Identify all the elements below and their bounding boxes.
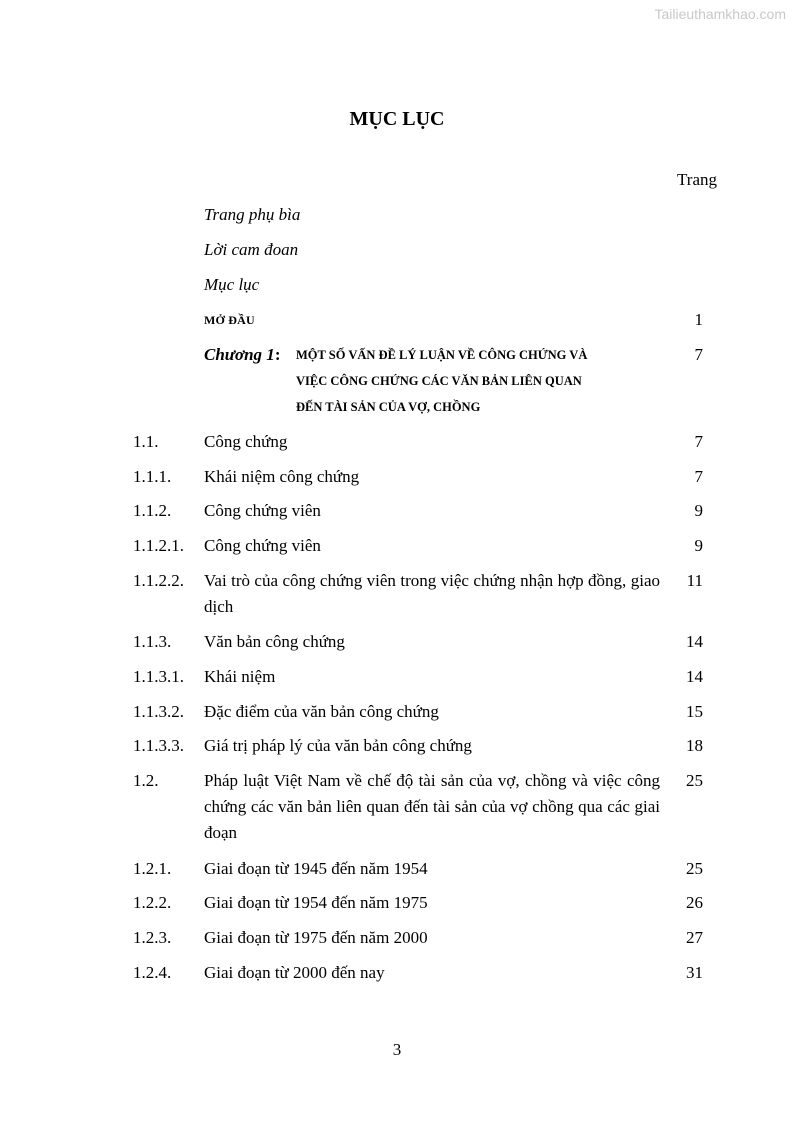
toc-entry-text: Giai đoạn từ 1975 đến năm 2000: [204, 928, 428, 947]
toc-entry-text: Vai trò của công chứng viên trong việc chứng nhận hợp đồng, giao dịch: [204, 571, 660, 616]
chapter-title-line: VIỆC CÔNG CHỨNG CÁC VĂN BẢN LIÊN QUAN: [296, 374, 582, 388]
chapter-title-line: ĐẾN TÀI SẢN CỦA VỢ, CHỒNG: [296, 400, 481, 414]
toc-section-number: 1.1.3.3.: [133, 736, 184, 755]
page-column-header: Trang: [677, 170, 717, 189]
toc-page-number: 1: [694, 310, 703, 329]
toc-section-number: 1.1.1.: [133, 467, 172, 486]
toc-page-number: 15: [686, 702, 703, 721]
toc-entry-text: Khái niệm: [204, 667, 276, 686]
watermark: Tailieuthamkhao.com: [654, 6, 786, 22]
toc-entry-text: Giai đoạn từ 1954 đến năm 1975: [204, 893, 428, 912]
chapter-label: Chương 1: [204, 345, 275, 364]
toc-page-number: 7: [694, 432, 703, 451]
toc-section-number: 1.2.4.: [133, 963, 172, 982]
toc-section-number: 1.2.2.: [133, 893, 172, 912]
chapter-label-wrap: [204, 342, 280, 368]
page-title: MỤC LỤC: [349, 108, 445, 130]
toc-section-number: 1.1.3.: [133, 632, 172, 651]
toc-section-number: 1.2.: [133, 771, 159, 790]
toc-entry-text: Văn bản công chứng: [204, 632, 345, 651]
toc-page-number: 7: [694, 345, 703, 364]
toc-entry-text: Đặc điểm của văn bản công chứng: [204, 702, 439, 721]
toc-section-number: 1.1.: [133, 432, 159, 451]
toc-section-number: 1.1.2.1.: [133, 536, 184, 555]
toc-section-number: 1.1.3.2.: [133, 702, 184, 721]
footer-page-number: 3: [392, 1040, 402, 1059]
toc-entry-text: MỞ ĐẦU: [204, 313, 255, 327]
toc-page-number: 25: [686, 771, 703, 790]
toc-entry-text: Công chứng viên: [204, 501, 321, 520]
toc-page-number: 26: [686, 893, 703, 912]
toc-section-number: 1.1.2.: [133, 501, 172, 520]
toc-entry-text: Giai đoạn từ 2000 đến nay: [204, 963, 385, 982]
toc-page-number: 9: [694, 501, 703, 520]
toc-entry-text: Giá trị pháp lý của văn bản công chứng: [204, 736, 472, 755]
toc-page-number: 7: [694, 467, 703, 486]
toc-section-number: 1.1.2.2.: [133, 571, 184, 590]
toc-section-number: 1.1.3.1.: [133, 667, 184, 686]
toc-page-number: 14: [686, 632, 703, 651]
toc-entry-text: Pháp luật Việt Nam về chế độ tài sản của vợ, chồng và việc công chứng các văn bản liên quan đến tài sản của vợ chồng qua các giai đoạn: [204, 771, 660, 842]
toc-entry-text: Khái niệm công chứng: [204, 467, 360, 486]
toc-page-number: 31: [686, 963, 703, 982]
toc-entry-text: Công chứng viên: [204, 536, 321, 555]
toc-page-number: 27: [686, 928, 703, 947]
toc-entry-text: Công chứng: [204, 432, 288, 451]
toc-page-number: 25: [686, 859, 703, 878]
toc-page-number: 18: [686, 736, 703, 755]
toc-entry-text: Mục lục: [204, 275, 260, 294]
toc-entry-text: Giai đoạn từ 1945 đến năm 1954: [204, 859, 428, 878]
toc-section-number: 1.2.1.: [133, 859, 172, 878]
chapter-title-line: MỘT SỐ VẤN ĐỀ LÝ LUẬN VỀ CÔNG CHỨNG VÀ: [296, 348, 588, 362]
toc-entry-text: Lời cam đoan: [204, 240, 299, 259]
toc-section-number: 1.2.3.: [133, 928, 172, 947]
toc-entry-text: Trang phụ bìa: [204, 205, 301, 224]
toc-page-number: 14: [686, 667, 703, 686]
toc-page-number: 11: [686, 571, 703, 590]
chapter-colon: :: [274, 345, 281, 364]
toc-page-number: 9: [694, 536, 703, 555]
